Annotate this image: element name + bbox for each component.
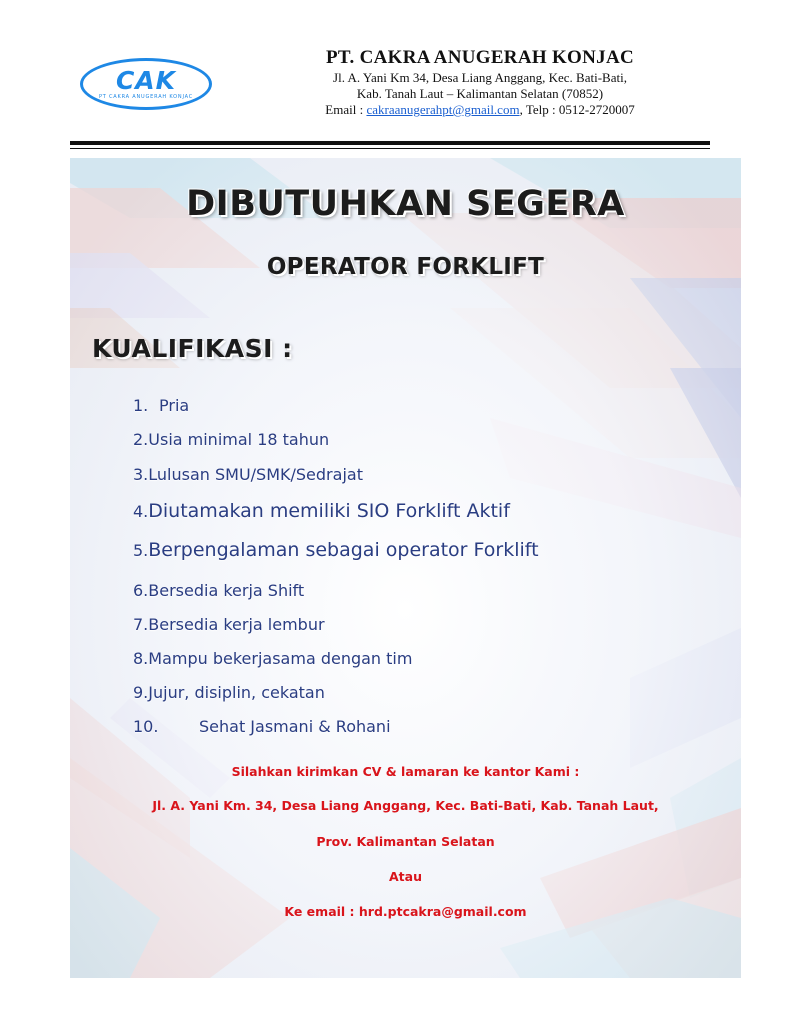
poster-background (70, 158, 741, 978)
list-item-text: Bersedia kerja lembur (148, 615, 325, 634)
contact-line (230, 102, 730, 118)
company-logo (80, 58, 212, 110)
logo-letters: CAK (115, 65, 177, 95)
list-item-text: Mampu bekerjasama dengan tim (148, 649, 413, 668)
list-item (133, 649, 412, 668)
address-line-2: Kab. Tanah Laut – Kalimantan Selatan (70852) (356, 86, 604, 101)
contact-instruction: Silahkan kirimkan CV & lamaran ke kantor Kami : (231, 764, 580, 779)
qualification-heading: KUALIFIKASI : (92, 334, 293, 363)
list-item (133, 581, 304, 600)
email-link[interactable]: cakraanugerahpt@gmail.com (366, 102, 520, 117)
list-item-text: Jujur, disiplin, cekatan (148, 683, 325, 702)
list-item-text: Sehat Jasmani & Rohani (199, 717, 391, 736)
list-item-number: 6. (133, 581, 149, 600)
list-item-text: Berpengalaman sebagai operator Forklift (148, 539, 539, 561)
list-item (133, 465, 363, 484)
list-item-number: 3. (133, 465, 149, 484)
list-item (133, 500, 510, 522)
list-item-number: 10. (133, 717, 159, 736)
logo-subtitle: PT CAKRA ANUGERAH KONJAC (98, 93, 194, 100)
company-name: PT. CAKRA ANUGERAH KONJAC (326, 47, 634, 68)
list-item (133, 539, 539, 561)
list-item-number: 7. (133, 615, 149, 634)
list-item (133, 396, 189, 415)
contact-or: Atau (389, 869, 422, 884)
list-item-number: 4. (133, 502, 149, 521)
list-item-number: 8. (133, 649, 149, 668)
contact-email: Ke email : hrd.ptcakra@gmail.com (284, 904, 527, 919)
list-item-number: 2. (133, 430, 149, 449)
job-poster (70, 158, 741, 978)
letterhead-rule-thin (70, 148, 710, 149)
list-item (133, 615, 325, 634)
letterhead-rule-thick (70, 141, 710, 145)
list-item-text: Usia minimal 18 tahun (148, 430, 330, 449)
list-item-text: Diutamakan memiliki SIO Forklift Aktif (148, 500, 510, 522)
letterhead (0, 0, 791, 160)
list-item (133, 430, 329, 449)
list-item-text: Bersedia kerja Shift (148, 581, 305, 600)
contact-province: Prov. Kalimantan Selatan (316, 834, 495, 849)
letterhead-text (230, 46, 730, 118)
list-item-text: Pria (159, 396, 190, 415)
poster-subtitle: OPERATOR FORKLIFT (266, 254, 545, 280)
list-item-number: 5. (133, 541, 149, 560)
contact-address: Jl. A. Yani Km. 34, Desa Liang Anggang, Kec. Bati-Bati, Kab. Tanah Laut, (152, 798, 659, 813)
list-item (133, 683, 325, 702)
list-item-text: Lulusan SMU/SMK/Sedrajat (148, 465, 363, 484)
phone-text: , Telp : 0512-2720007 (519, 102, 635, 117)
list-item-number: 9. (133, 683, 149, 702)
poster-title: DIBUTUHKAN SEGERA (186, 184, 625, 224)
address-line-1: Jl. A. Yani Km 34, Desa Liang Anggang, Kec. Bati-Bati, (333, 70, 627, 85)
list-item (133, 717, 391, 736)
email-label: Email : (325, 102, 367, 117)
list-item-number: 1. (133, 396, 149, 415)
